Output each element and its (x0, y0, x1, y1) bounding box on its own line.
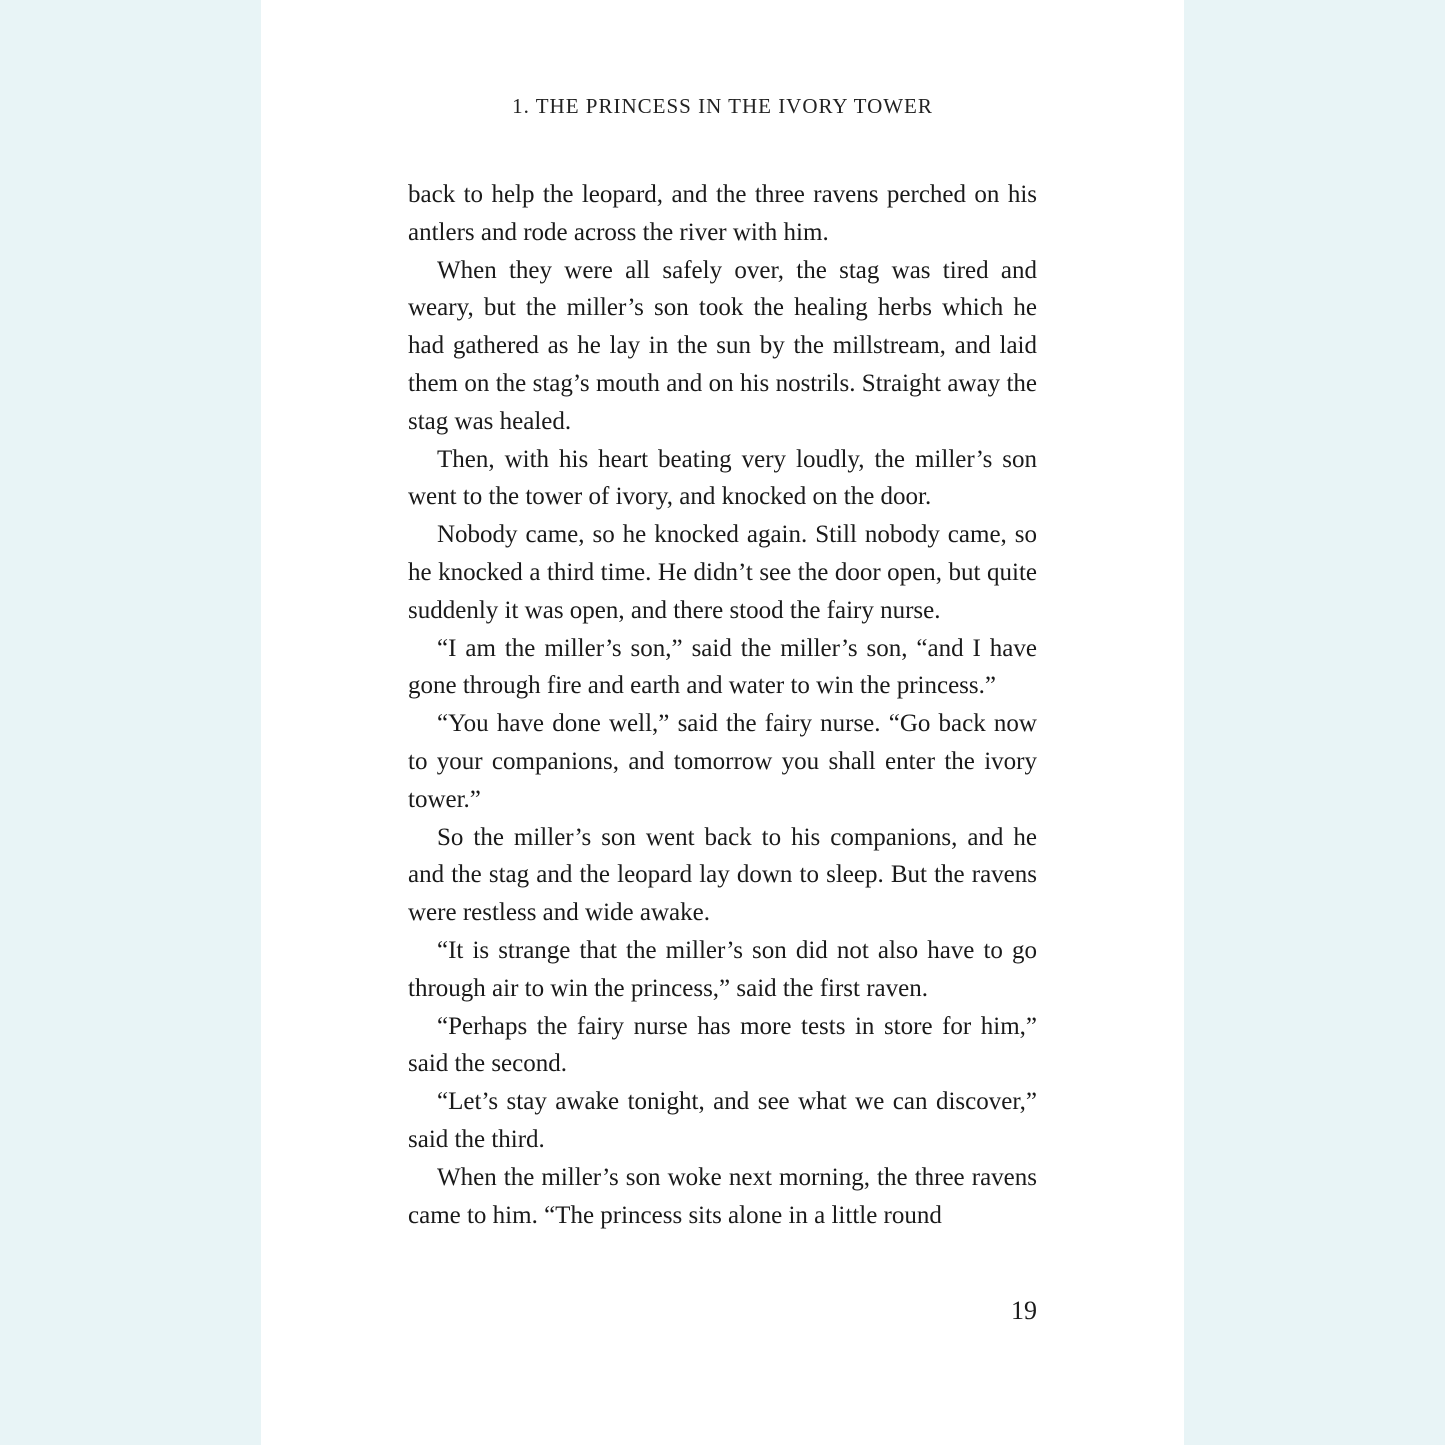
paragraph: “I am the miller’s son,” said the miller’s son, “and I have gone through fire and earth and water to win the princess.” (408, 634, 1037, 700)
body-text (408, 176, 1037, 1234)
page-number: 19 (1011, 1296, 1037, 1325)
paragraph: When the miller’s son woke next morning, the three ravens came to him. “The princess sits alone in a little round (408, 1163, 1037, 1229)
book-page (261, 0, 1184, 1445)
running-head: 1. THE PRINCESS IN THE IVORY TOWER (512, 94, 933, 118)
paragraph: Then, with his heart beating very loudly, the miller’s son went to the tower of ivory, and knocked on the door. (408, 445, 1037, 511)
paragraph: back to help the leopard, and the three ravens perched on his antlers and rode across the river with him. (408, 181, 1037, 246)
paragraph: Nobody came, so he knocked again. Still nobody came, so he knocked a third time. He didn’t see the door open, but quite suddenly it was open, and there stood the fairy nurse. (408, 521, 1037, 624)
paragraph: “You have done well,” said the fairy nurse. “Go back now to your companions, and tomorrow you shall enter the ivory tower.” (408, 710, 1037, 813)
paragraph: “Perhaps the fairy nurse has more tests in store for him,” said the second. (408, 1012, 1037, 1078)
paragraph: When they were all safely over, the stag was tired and weary, but the miller’s son took the healing herbs which he had gathered as he lay in the sun by the millstream, and laid them on the stag’s mouth and on his nostrils. Straight away the stag was healed. (408, 256, 1037, 435)
paragraph: “It is strange that the miller’s son did not also have to go through air to win the princess,” said the first raven. (408, 936, 1037, 1002)
paragraph: “Let’s stay awake tonight, and see what we can discover,” said the third. (408, 1088, 1037, 1153)
paragraph: So the miller’s son went back to his companions, and he and the stag and the leopard lay down to sleep. But the ravens were restless and wide awake. (408, 823, 1037, 927)
